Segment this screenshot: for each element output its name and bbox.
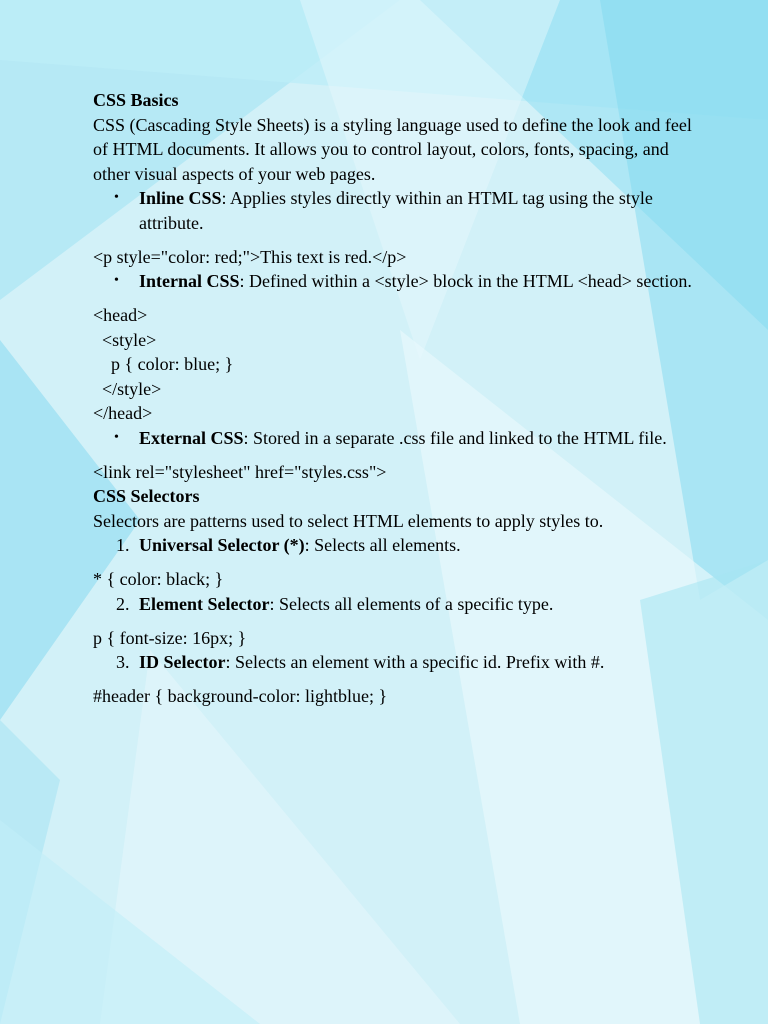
bullet-list-external bbox=[93, 426, 693, 451]
code-selector-example: * { color: black; } bbox=[93, 569, 224, 589]
list-number: 3. bbox=[116, 652, 130, 672]
selector-desc: : Selects all elements of a specific type. bbox=[269, 593, 554, 614]
selector-desc: : Selects an element with a specific id. Prefix with #. bbox=[225, 652, 605, 672]
selector-term: Element Selector bbox=[139, 593, 270, 614]
intro-paragraph: CSS (Cascading Style Sheets) is a styling language used to define the look and feel of HTML documents. It allows you to control layout, colors, fonts, spacing, and other visual aspects of your web pages. bbox=[93, 114, 692, 184]
code-line: </head> bbox=[93, 403, 153, 423]
list-item bbox=[93, 592, 693, 617]
selector-term: Universal Selector (*) bbox=[139, 535, 305, 555]
bullet-list-internal bbox=[93, 269, 693, 294]
code-line: <style> bbox=[93, 329, 157, 350]
desc-inline-css: : Applies styles directly within an HTML tag using the style attribute. bbox=[139, 188, 653, 233]
numbered-item-3 bbox=[93, 650, 693, 675]
numbered-item-1 bbox=[93, 533, 693, 558]
code-selector-example: #header { background-color: lightblue; } bbox=[93, 686, 388, 706]
selector-term: ID Selector bbox=[139, 652, 226, 672]
desc-internal-css: : Defined within a <style> block in the HTML <head> section. bbox=[239, 271, 692, 291]
term-external-css: External CSS bbox=[139, 427, 244, 448]
list-number: 2. bbox=[116, 593, 130, 614]
list-number: 1. bbox=[116, 535, 130, 555]
code-inline-example: <p style="color: red;">This text is red.</p> bbox=[93, 246, 407, 267]
code-external-example: <link rel="stylesheet" href="styles.css"> bbox=[93, 461, 387, 482]
selectors-intro: Selectors are patterns used to select HTML elements to apply styles to. bbox=[93, 510, 604, 531]
selector-desc: : Selects all elements. bbox=[304, 535, 461, 555]
list-item bbox=[93, 650, 693, 675]
code-selector-example: p { font-size: 16px; } bbox=[93, 627, 247, 648]
term-inline-css: Inline CSS bbox=[139, 188, 222, 208]
document-page bbox=[93, 88, 693, 709]
desc-external-css: : Stored in a separate .css file and linked to the HTML file. bbox=[243, 427, 667, 448]
list-item-external-css bbox=[93, 426, 693, 451]
heading-css-selectors: CSS Selectors bbox=[93, 486, 200, 506]
code-line: <head> bbox=[93, 305, 148, 325]
heading-css-basics: CSS Basics bbox=[93, 90, 179, 110]
code-line: </style> bbox=[93, 378, 162, 399]
code-line: p { color: blue; } bbox=[93, 354, 234, 374]
numbered-item-2 bbox=[93, 592, 693, 617]
list-item bbox=[93, 533, 693, 558]
list-item-inline-css bbox=[93, 186, 693, 235]
bullet-list-inline bbox=[93, 186, 693, 235]
term-internal-css: Internal CSS bbox=[139, 271, 240, 291]
list-item-internal-css bbox=[93, 269, 693, 294]
